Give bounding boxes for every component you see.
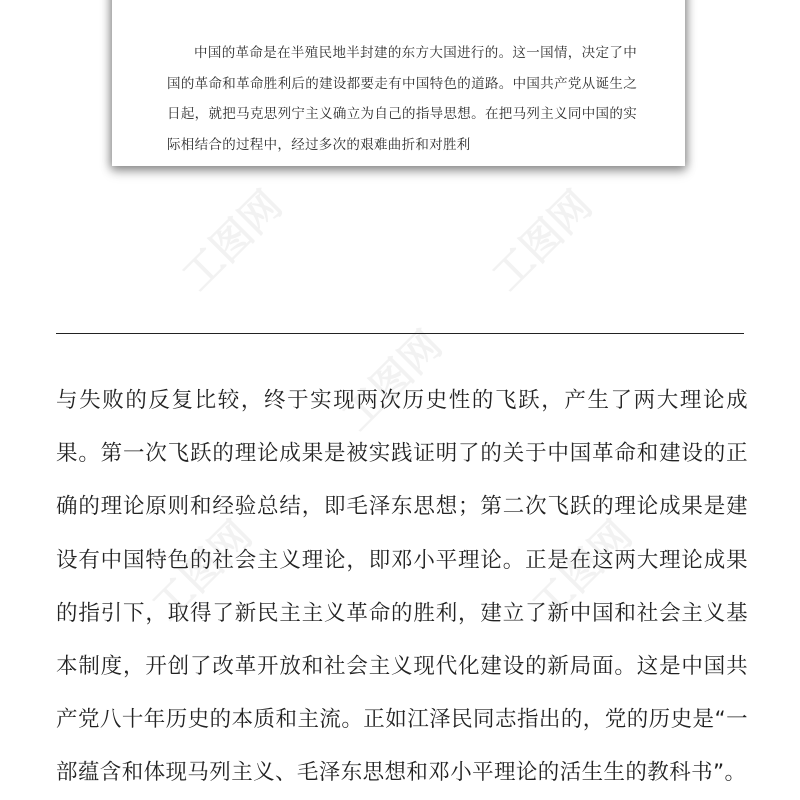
watermark [167,176,292,301]
divider-line [56,333,744,334]
watermark-text: 工图网 [483,182,602,300]
watermark-text: 工图网 [143,512,262,630]
watermark-text: 工图网 [333,322,452,440]
body-paragraph: 与失败的反复比较，终于实现两次历史性的飞跃，产生了两大理论成果。第一次飞跃的理论成果是被实践证明了的关于中国革命和建设的正确的理论原则和经验总结，即毛泽东思想；第二次飞跃的理论成果是建设有中国特色的社会主义理论，即邓小平理论。正是在这两大理论成果的指引下，取得了新民主主义革命的胜利，建立了新中国和社会主义基本制度，开创了改革开放和社会主义现代化建设的新局面。这是中国共产党八十年历史的本质和主流。正如江泽民同志指出的，党的历史是“一部蕴含和体现马列主义、毛泽东思想和邓小平理论的活生生的教科书”。 [56,388,748,786]
quote-card [112,0,685,166]
watermark [477,176,602,301]
card-paragraph: 中国的革命是在半殖民地半封建的东方大国进行的。这一国情，决定了中国的革命和革命胜利后的建设都要走有中国特色的道路。中国共产党从诞生之日起，就把马克思列宁主义确立为自己的指导思想。在把马列主义同中国的实际相结合的过程中，经过多次的艰难曲折和对胜利 [167,45,637,153]
watermark-text: 工图网 [523,512,642,630]
watermark-text: 工图网 [173,182,292,300]
